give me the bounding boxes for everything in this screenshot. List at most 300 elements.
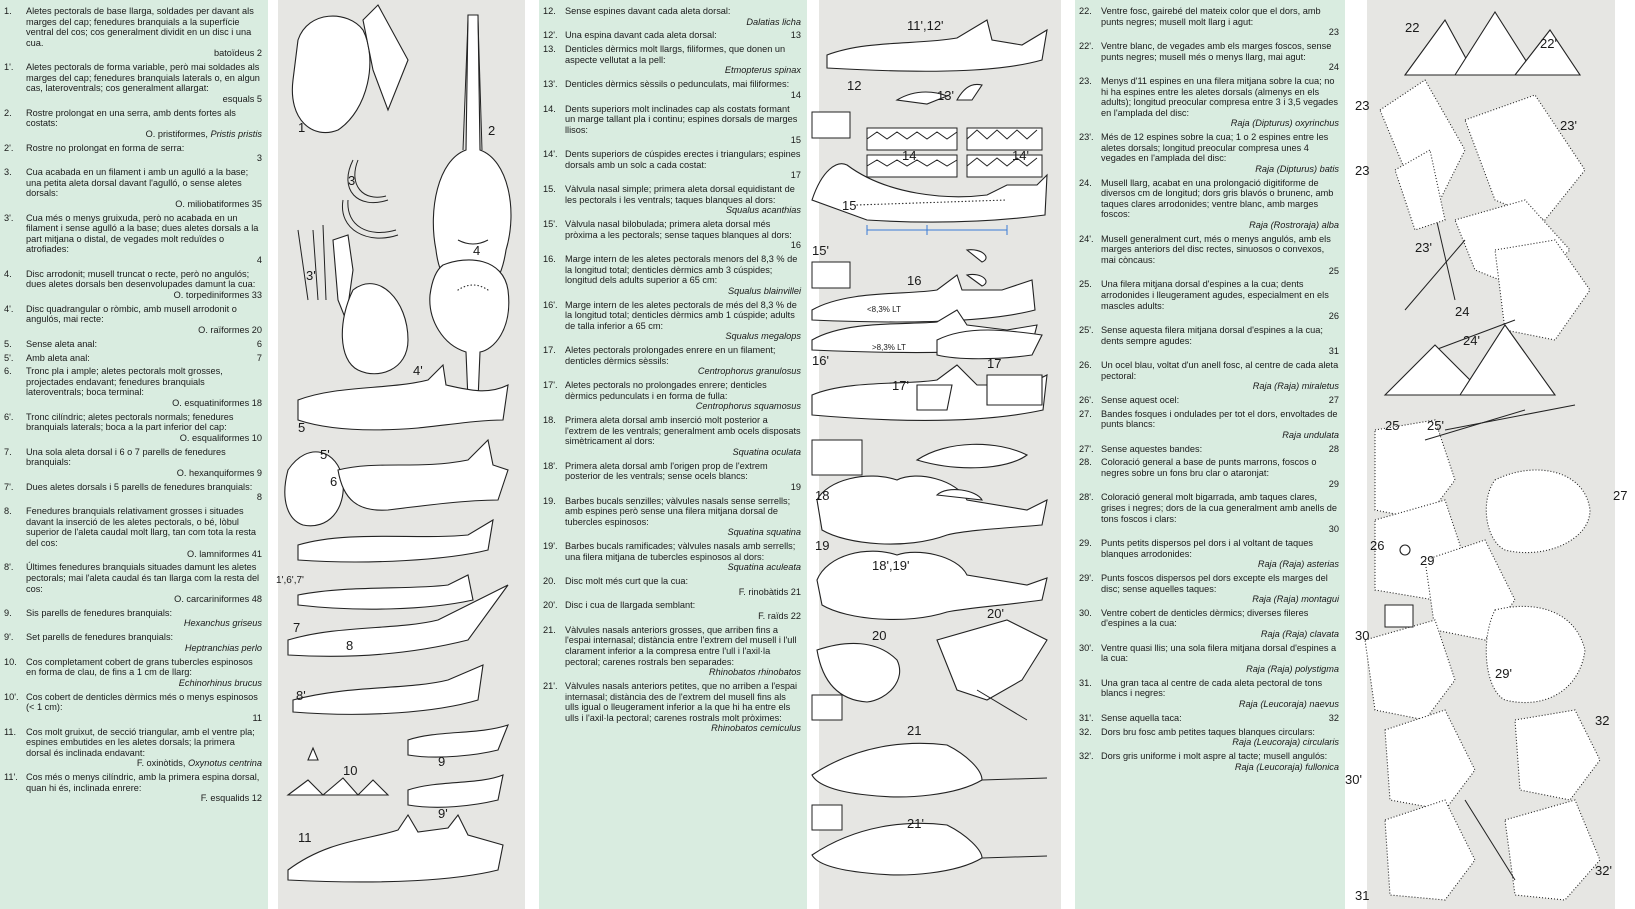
illustration-raja-circularis-32 <box>1515 710 1600 800</box>
fig-label: 14 <box>902 148 917 163</box>
entry-result: 4 <box>256 255 262 265</box>
entry-result: 28 <box>1328 443 1339 454</box>
entry-result: 25 <box>1328 265 1339 276</box>
key-entry <box>1079 234 1339 276</box>
key-entry <box>1079 751 1339 772</box>
entry-result: F. raïds 22 <box>758 611 801 622</box>
key-entry <box>1079 132 1339 174</box>
entry-taxon: Raja (Raja) polystigma <box>1246 664 1339 675</box>
entry-text: Dors bru fosc amb petites taques blanques circulars: <box>1101 726 1315 737</box>
entry-number: 12. <box>543 6 556 16</box>
key-entry <box>1079 538 1339 570</box>
entry-text-wrap <box>1101 41 1339 62</box>
entry-text-wrap <box>565 576 801 587</box>
entry-number: 21. <box>543 624 556 635</box>
entry-text-wrap <box>565 541 801 562</box>
entry-family: O. pristiformes, <box>145 128 208 139</box>
entry-result-line <box>1079 220 1339 231</box>
entry-number: 6. <box>4 366 12 377</box>
entry-text-wrap <box>1101 178 1339 220</box>
entry-number: 9. <box>4 607 12 618</box>
illustration-rhinobatos-20 <box>817 643 900 702</box>
fig-label: 13' <box>937 88 954 103</box>
figure-panel-3 <box>1345 0 1635 909</box>
entry-text: Disc molt més curt que la cua: <box>565 576 689 587</box>
entry-text-wrap <box>26 562 262 594</box>
entry-text-wrap <box>1101 573 1339 594</box>
entry-result-line <box>1079 346 1339 357</box>
fig-label: 15 <box>842 198 857 213</box>
entry-text: Disc i cua de llargada semblant: <box>565 600 696 611</box>
entry-taxon: Heptranchias perlo <box>184 642 262 653</box>
entry-text: Sis parells de fenedures branquials: <box>26 607 173 618</box>
entry-number: 4'. <box>4 303 14 314</box>
entry-text-wrap <box>565 681 801 723</box>
entry-text-wrap <box>26 366 262 398</box>
entry-text-wrap <box>565 625 801 667</box>
fig-label: 24' <box>1463 333 1480 348</box>
key-entry <box>543 30 801 41</box>
entry-result-line <box>4 255 262 266</box>
entry-number: 14'. <box>543 149 558 160</box>
entry-text-wrap <box>565 461 801 482</box>
entry-number: 7'. <box>4 481 14 492</box>
entry-result-line <box>543 667 801 678</box>
fig-label: 17 <box>987 356 1002 371</box>
entry-number: 8. <box>4 506 12 517</box>
key-entry <box>543 254 801 296</box>
illustration-rostroraja-24 <box>1495 240 1590 340</box>
entry-text: Vàlvula nasal simple; primera aleta dorsal equidistant de les pectorals i les ventrals; taques blanques al dors: <box>565 184 795 205</box>
fig-label: 25 <box>1385 418 1400 433</box>
entry-result: O. torpediniformes 33 <box>173 289 262 300</box>
entry-number: 15. <box>543 184 556 195</box>
fig-label: 12 <box>847 78 862 93</box>
entry-text: Ventre blanc, de vegades amb els marges foscos, sense punts negres; musell més o menys llarg, mai agut: <box>1101 40 1332 62</box>
entry-text: Disc arrodonit; musell truncat o recte, però no angulós; dues aletes dorsals ben desenvolupades damunt la cua: <box>26 268 256 290</box>
fig-label: 23' <box>1415 240 1432 255</box>
fig-label: 5' <box>320 447 330 462</box>
entry-result: F. esqualids 12 <box>200 793 262 804</box>
entry-text: Cua acabada en un filament i amb un agulló a la base; una petita aleta dorsal davant l'agulló, o sense aletes dorsals: <box>26 167 249 199</box>
entry-text-wrap <box>1101 727 1339 738</box>
entry-text-wrap <box>565 380 801 401</box>
entry-number: 32. <box>1079 726 1092 737</box>
entry-result: 27 <box>1328 394 1339 405</box>
illustration-raja-montagui-29b <box>1486 606 1585 702</box>
entry-text: Sense aquest ocel: <box>1101 394 1180 405</box>
entry-result: esquals 5 <box>222 93 262 104</box>
entry-text-wrap <box>565 600 801 611</box>
entry-result: 26 <box>1328 311 1339 322</box>
entry-result-line <box>4 325 262 336</box>
entry-result-line <box>4 713 262 724</box>
entry-result-line <box>1079 62 1339 73</box>
entry-text: Aletes pectorals de base llarga, soldades per davant als marges del cap; fenedures branquials a la superfície ventral del cos; cos generalment dividit en un disc i una cua. <box>26 6 254 48</box>
key-entry <box>4 353 262 364</box>
measure-label: <8,3% LT <box>867 305 901 314</box>
entry-text-wrap <box>26 6 262 48</box>
entry-number: 13. <box>543 44 556 55</box>
key-entry <box>4 6 262 59</box>
fig-label: 22 <box>1405 20 1420 35</box>
entry-text-wrap <box>1101 751 1339 762</box>
entry-number: 21'. <box>543 681 558 691</box>
fig-label: 11',12' <box>907 18 944 33</box>
key-entry <box>4 608 262 629</box>
entry-number: 16'. <box>543 299 558 310</box>
entry-number: 31'. <box>1079 712 1094 723</box>
entry-result-line <box>543 90 801 101</box>
entry-number: 17'. <box>543 380 558 391</box>
key-entry <box>4 447 262 479</box>
entry-text: Aletes pectorals de forma variable, però mai soldades als marges del cap; fenedures branquials laterals o, en algun cas, lateroventrals; cos generalment allargat: <box>26 62 260 94</box>
fig-label: 30' <box>1345 772 1362 787</box>
entry-taxon: Raja (Raja) clavata <box>1260 629 1339 640</box>
key-entry <box>543 576 801 597</box>
fig-label: 11 <box>298 830 312 845</box>
fig-label: 7 <box>293 620 301 635</box>
key-entry <box>543 104 801 146</box>
entry-number: 13'. <box>543 79 558 90</box>
entry-text-wrap <box>1101 608 1339 629</box>
entry-text-wrap <box>26 447 262 468</box>
key-column-2 <box>539 0 807 909</box>
entry-text: Disc quadrangular o ròmbic, amb musell arrodonit o angulós, mai recte: <box>26 303 237 325</box>
entry-number: 17. <box>543 345 556 356</box>
entry-taxon: Raja (Raja) montagui <box>1252 594 1339 605</box>
entry-taxon: Raja (Rostroraja) alba <box>1249 220 1339 231</box>
key-entry <box>4 506 262 559</box>
key-entry <box>4 366 262 408</box>
fig-label: 14' <box>1012 148 1029 163</box>
entry-result: O. hexanquiformes 9 <box>176 468 262 478</box>
fig-label: 21' <box>907 816 924 831</box>
key-entry <box>1079 643 1339 675</box>
entry-number: 4. <box>4 268 12 279</box>
entry-result-line <box>1079 479 1339 490</box>
fig-label: 2 <box>488 123 496 138</box>
entry-text: Fenedures branquials relativament grosses i situades davant la inserció de les aletes pectorals, o bé, lòbul superior de l'aleta caudal molt llarg, tan com tota la resta del cos: <box>26 506 257 548</box>
entry-text: Rostre prolongat en una serra, amb dents fortes als costats: <box>26 107 236 129</box>
key-entry <box>543 600 801 621</box>
entry-text-wrap <box>26 772 262 793</box>
key-entry <box>543 461 801 493</box>
fig-label: 17' <box>892 378 909 393</box>
illustration-raja-clavata-30 <box>1365 620 1455 720</box>
fig-label: 20' <box>987 606 1004 621</box>
entry-text-wrap <box>26 353 262 364</box>
key-entry <box>4 657 262 689</box>
entry-taxon: Raja (Leucoraja) fullonica <box>1234 761 1339 772</box>
entry-text: Aletes pectorals prolongades enrere en un filament; denticles dèrmics sèssils: <box>565 345 776 366</box>
entry-text-wrap <box>565 496 801 528</box>
fig-label: 1 <box>298 120 306 135</box>
entry-taxon: Etmopterus spinax <box>724 65 801 76</box>
entry-result: batoïdeus 2 <box>213 48 262 59</box>
entry-text-wrap <box>1101 538 1339 559</box>
entry-result-line <box>543 170 801 181</box>
entry-number: 9'. <box>4 632 14 643</box>
entry-number: 31. <box>1079 677 1092 688</box>
entry-text: Denticles dèrmics sèssils o pedunculats, mai filiformes: <box>565 79 790 90</box>
entry-number: 2. <box>4 107 12 118</box>
entry-text: Sense aleta anal: <box>26 338 98 349</box>
figure-panel-1 <box>268 0 535 909</box>
entry-text: Rostre no prolongat en forma de serra: <box>26 142 185 153</box>
illustration-squatina-18 <box>817 476 1047 544</box>
entry-text-wrap <box>565 415 801 447</box>
entry-text-wrap <box>565 149 801 170</box>
entry-result-line <box>4 468 262 479</box>
entry-result-line <box>543 286 801 297</box>
key-entry <box>4 562 262 604</box>
entry-number: 7. <box>4 446 12 457</box>
key-entry <box>4 62 262 104</box>
entry-text: Un ocel blau, voltat d'un anell fosc, al centre de cada aleta pectoral: <box>1101 359 1339 381</box>
entry-text-wrap <box>26 108 262 129</box>
entry-text: Denticles dèrmics molt llargs, filiformes, que donen un aspecte vellutat a la pell: <box>565 44 786 65</box>
entry-number: 23. <box>1079 75 1092 86</box>
fig-label: 15' <box>812 243 829 258</box>
key-entry <box>1079 457 1339 489</box>
fig-label: 4 <box>473 243 481 258</box>
key-entry <box>4 482 262 503</box>
entry-result: O. esqualiformes 10 <box>179 433 262 444</box>
entry-text: Barbes bucals ramificades; vàlvules nasals amb serrells; una filera mitjana de tubercles espinosos al dors: <box>565 541 796 562</box>
entry-text-wrap <box>1101 234 1339 266</box>
entry-taxon: Rhinobatos cemiculus <box>711 723 801 734</box>
key-entry <box>4 632 262 653</box>
entry-text-wrap <box>1101 457 1339 478</box>
entry-taxon: Rhinobatos rhinobatos <box>709 667 801 678</box>
entry-number: 19. <box>543 495 556 506</box>
entry-number: 28. <box>1079 457 1092 468</box>
entry-text-wrap <box>1101 6 1339 27</box>
entry-result-line <box>543 205 801 216</box>
fig-label: 26 <box>1370 538 1385 553</box>
entry-text-wrap <box>565 44 801 65</box>
entry-text-wrap <box>565 6 801 17</box>
entry-number: 11. <box>4 726 17 737</box>
fig-label: 1',6',7' <box>276 575 304 586</box>
key-entry <box>1079 395 1339 406</box>
fig-label: 8' <box>296 688 306 703</box>
fig-label: 22' <box>1540 36 1557 51</box>
figure-column-3 <box>1345 0 1635 909</box>
entry-result: 7 <box>256 352 262 363</box>
entry-number: 24'. <box>1079 233 1094 244</box>
entry-text-wrap <box>1101 132 1339 164</box>
illustration-squatina-19 <box>817 551 1047 619</box>
entry-number: 12'. <box>543 30 558 41</box>
entry-text: Tronc pla i ample; aletes pectorals molt grosses, projectades endavant; fenedures branquials lateroventrals; boca terminal: <box>26 366 223 398</box>
entry-result-line <box>1079 164 1339 175</box>
entry-result-line <box>4 48 262 59</box>
key-entry <box>1079 608 1339 640</box>
entry-taxon: Hexanchus griseus <box>183 618 262 629</box>
fig-label: 4' <box>413 363 423 378</box>
entry-result: 11 <box>252 712 262 723</box>
entry-text: Menys d'11 espines en una filera mitjana sobre la cua; no hi ha espines entre les aletes dorsals (almenys en els adults); longitud preocular compresa entre 3 i 3,5 vegades en l'amplada del disc: <box>1101 75 1338 118</box>
key-column-3 <box>1075 0 1345 909</box>
entry-taxon: Centrophorus squamosus <box>695 401 801 412</box>
entry-number: 27'. <box>1079 443 1094 454</box>
entry-text: Punts foscos dispersos pel dors excepte els marges del disc; sense aquelles taques: <box>1101 572 1328 594</box>
entry-result-line <box>4 758 262 769</box>
key-entry <box>1079 279 1339 321</box>
entry-text-wrap <box>26 412 262 433</box>
entry-text-wrap <box>1101 395 1339 406</box>
entry-number: 18'. <box>543 460 558 471</box>
entry-result-line <box>543 447 801 458</box>
entry-text-wrap <box>565 254 801 286</box>
fig-label: 23 <box>1355 98 1370 113</box>
fig-label: 31 <box>1355 888 1370 903</box>
entry-number: 8'. <box>4 562 14 573</box>
entry-result-line <box>1079 27 1339 38</box>
entry-text-wrap <box>1101 713 1339 724</box>
key-entry <box>4 167 262 209</box>
entry-text-wrap <box>565 300 801 332</box>
entry-result-line <box>4 290 262 301</box>
entry-number: 22. <box>1079 6 1092 16</box>
key-entry <box>543 681 801 734</box>
entry-number: 18. <box>543 415 556 426</box>
entry-number: 2'. <box>4 142 14 153</box>
entry-result-line <box>1079 430 1339 441</box>
entry-number: 15'. <box>543 219 558 229</box>
key-entry <box>1079 409 1339 441</box>
fig-label: 21 <box>907 723 922 738</box>
fig-label: 23 <box>1355 163 1370 178</box>
key-entry <box>543 300 801 342</box>
key-entry <box>4 772 262 804</box>
entry-text: Barbes bucals senzilles; vàlvules nasals sense serrells; amb espines però sense una filera mitjana dorsal de tubercles espinosos: <box>565 495 791 527</box>
entry-number: 10'. <box>4 691 19 702</box>
entry-text-wrap <box>1101 643 1339 664</box>
entry-text-wrap <box>26 339 262 350</box>
entry-result: 3 <box>256 153 262 164</box>
entry-text-wrap <box>26 269 262 290</box>
entry-result: 32 <box>1328 712 1339 723</box>
entry-text-wrap <box>26 143 262 154</box>
entry-number: 24. <box>1079 177 1092 188</box>
entry-result-line <box>543 587 801 598</box>
entry-text-wrap <box>1101 279 1339 311</box>
entry-text-wrap <box>26 213 262 255</box>
key-entry <box>4 692 262 724</box>
fig-label: 18 <box>815 488 830 503</box>
entry-text-wrap <box>26 304 262 325</box>
entry-result-line <box>4 398 262 409</box>
entry-result: 17 <box>790 170 801 181</box>
entry-result: 30 <box>1328 524 1339 535</box>
entry-text-wrap <box>26 657 262 678</box>
entry-text-wrap <box>26 482 262 493</box>
entry-text-wrap <box>1101 325 1339 346</box>
entry-number: 23'. <box>1079 132 1094 143</box>
entry-taxon: Raja undulata <box>1282 429 1339 440</box>
entry-result-line <box>543 331 801 342</box>
entry-text: Cua més o menys gruixuda, però no acabada en un filament i sense agulló a la base; dues aletes dorsals a la part mitjana o distal, de vegades molt reduïdes o atrofiades: <box>26 212 259 255</box>
entry-text-wrap <box>1101 360 1339 381</box>
entry-text: Últimes fenedures branquials situades damunt les aletes pectorals; mai l'aleta caudal és tan llarga com la resta del cos: <box>26 562 260 594</box>
entry-result: O. carcariniformes 48 <box>174 594 262 605</box>
entry-text: Dents superiors molt inclinades cap als costats formant un marge tallant pla i continu; espines dorsals de marges llisos: <box>565 103 798 135</box>
entry-text: Marge intern de les aletes pectorals menors del 8,3 % de la longitud total; denticles dèrmics amb 3 cúspides; longitud dels adults superior a 65 cm: <box>565 253 798 286</box>
fig-label: 32' <box>1595 863 1612 878</box>
entry-taxon: Centrophorus granulosus <box>697 366 801 377</box>
key-entry <box>543 219 801 251</box>
entry-result-line <box>1079 629 1339 640</box>
fig-label: 10 <box>343 763 358 778</box>
figure-column-1 <box>268 0 535 909</box>
entry-taxon: Squatina aculeata <box>727 562 801 573</box>
entry-result-line <box>4 129 262 140</box>
entry-result-line <box>1079 594 1339 605</box>
entry-result-line <box>543 482 801 493</box>
entry-result: 24 <box>1328 62 1339 73</box>
entry-number: 30'. <box>1079 642 1094 653</box>
fig-label: 9 <box>438 754 446 769</box>
entry-result-line <box>543 366 801 377</box>
entry-taxon: Raja (Leucoraja) circularis <box>1232 737 1339 748</box>
entry-text: Dors gris uniforme i molt aspre al tacte; musell angulós: <box>1101 750 1328 761</box>
key-entry <box>543 345 801 377</box>
key-entry <box>4 412 262 444</box>
entry-number: 3. <box>4 167 12 178</box>
entry-text: Vàlvula nasal bilobulada; primera aleta dorsal més pròxima a les pectorals; sense taques blanques al dors: <box>565 219 792 240</box>
fig-label: 8 <box>346 638 354 653</box>
key-entry <box>4 727 262 769</box>
entry-result: 15 <box>790 135 801 146</box>
entry-text-wrap <box>565 219 801 240</box>
entry-result-line <box>543 17 801 28</box>
fig-label: 19 <box>815 538 830 553</box>
entry-text: Musell llarg, acabat en una prolongació digitiforme de diversos cm de longitud; dors gris blavós o brunenc, amb taques clares arrodonides; ventre blanc, amb marges foscos: <box>1101 177 1334 220</box>
entry-text-wrap <box>1101 76 1339 118</box>
entry-result-line <box>4 793 262 804</box>
entry-text-wrap <box>26 506 262 548</box>
fig-label: 29 <box>1420 553 1435 568</box>
key-entry <box>1079 325 1339 357</box>
entry-text: Una espina davant cada aleta dorsal: <box>565 30 717 41</box>
fig-label: 9' <box>438 806 448 821</box>
entry-text: Bandes fosques i ondulades per tot el dors, envoltades de punts blancs: <box>1101 408 1338 430</box>
figure-column-2 <box>807 0 1073 909</box>
entry-taxon: Raja (Dipturus) batis <box>1255 163 1339 174</box>
entry-result: 31 <box>1328 346 1339 357</box>
entry-number: 27. <box>1079 408 1092 419</box>
key-entry <box>4 143 262 164</box>
entry-text: Cos completament cobert de grans tubercles espinosos en forma de clau, de fins a 1 cm de llarg: <box>26 656 253 678</box>
entry-number: 20. <box>543 576 556 587</box>
fig-label: 30 <box>1355 628 1370 643</box>
entry-text: Ventre quasi llis; una sola filera mitjana dorsal d'espines a la cua: <box>1101 642 1337 664</box>
entry-text-wrap <box>565 184 801 205</box>
entry-text: Cos més o menys cilíndric, amb la primera espina dorsal, quan hi és, inclinada enrere: <box>26 772 260 793</box>
entry-text: Primera aleta dorsal amb l'origen prop de l'extrem posterior de les ventrals; sense ocels blancs: <box>565 460 768 482</box>
entry-taxon: Squatina squatina <box>727 527 801 538</box>
entry-number: 16. <box>543 253 556 264</box>
entry-result-line <box>1079 762 1339 773</box>
entry-text: Una sola aleta dorsal i 6 o 7 parells de fenedures branquials: <box>26 446 226 468</box>
entry-result-line <box>4 433 262 444</box>
entry-text: Vàlvules nasals anteriors petites, que no arriben a l'espai internasal; distància des de l'extrem del musell fins als ulls igual o lleugerament inferior a la que hi ha entre els ulls i l'axil·la pectoral; carenes rostrals molt pròximes: <box>565 681 798 723</box>
entry-text-wrap <box>565 345 801 366</box>
entry-text: Marge intern de les aletes pectorals de més del 8,3 % de la longitud total; denticles dèrmics amb 1 cúspide; adults de talla inferior a 65 cm: <box>565 299 797 331</box>
